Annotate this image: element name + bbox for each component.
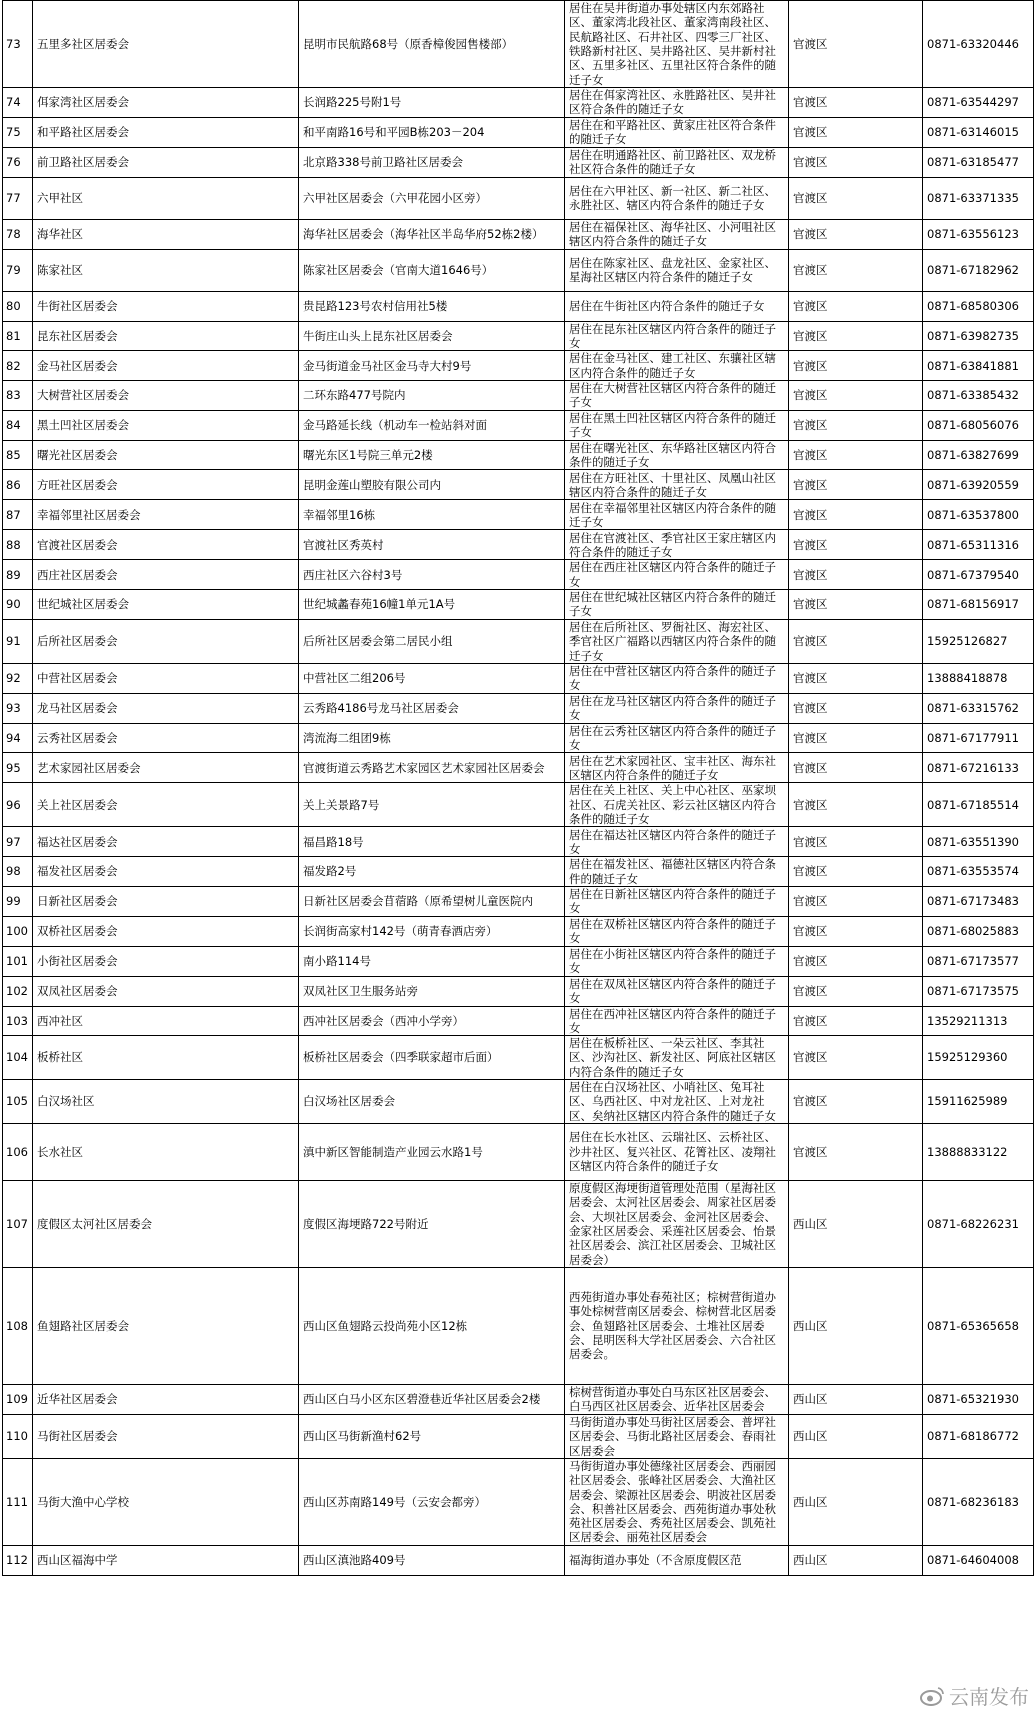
district: 官渡区 [789, 976, 923, 1006]
phone-number: 0871-67173577 [923, 946, 1034, 976]
service-scope: 马街街道办事处马街社区居委会、普坪社区居委会、马街北路社区居委会、春雨社区居委会 [565, 1414, 789, 1458]
address: 和平南路16号和平园B栋203－204 [299, 117, 565, 147]
address: 官渡街道云秀路艺术家园区艺术家园社区居委会 [299, 753, 565, 783]
table-row [3, 1545, 1034, 1575]
table-row [3, 1006, 1034, 1036]
service-scope: 居住在板桥社区、一朵云社区、李其社区、沙沟社区、新发社区、阿底社区辖区内符合条件的随迁子女 [565, 1036, 789, 1080]
address: 西山区苏南路149号（云安会都旁） [299, 1458, 565, 1545]
row-number: 93 [3, 693, 33, 723]
school-name: 马街社区居委会 [33, 1414, 299, 1458]
phone-number: 0871-63146015 [923, 117, 1034, 147]
table-row [3, 381, 1034, 411]
service-scope: 居住在六甲社区、新一社区、新二社区、永胜社区、辖区内符合条件的随迁子女 [565, 177, 789, 219]
phone-number: 0871-63551390 [923, 827, 1034, 857]
row-number: 90 [3, 589, 33, 619]
registration-table [2, 0, 1034, 1576]
address: 福发路2号 [299, 857, 565, 887]
district: 官渡区 [789, 351, 923, 381]
school-name: 和平路社区居委会 [33, 117, 299, 147]
district: 官渡区 [789, 886, 923, 916]
table-row [3, 753, 1034, 783]
address: 西冲社区居委会（西冲小学旁） [299, 1006, 565, 1036]
address: 云秀路4186号龙马社区居委会 [299, 693, 565, 723]
address: 六甲社区居委会（六甲花园小区旁） [299, 177, 565, 219]
phone-number: 0871-65321930 [923, 1384, 1034, 1414]
row-number: 109 [3, 1384, 33, 1414]
phone-number: 0871-65311316 [923, 530, 1034, 560]
phone-number: 0871-63920559 [923, 470, 1034, 500]
address: 海华社区居委会（海华社区半岛华府52栋2楼） [299, 219, 565, 249]
district: 官渡区 [789, 410, 923, 440]
service-scope: 居住在和平路社区、黄家庄社区符合条件的随迁子女 [565, 117, 789, 147]
district: 官渡区 [789, 946, 923, 976]
school-name: 双桥社区居委会 [33, 916, 299, 946]
row-number: 84 [3, 410, 33, 440]
school-name: 六甲社区 [33, 177, 299, 219]
table-row [3, 249, 1034, 291]
row-number: 92 [3, 663, 33, 693]
table-row [3, 530, 1034, 560]
address: 北京路338号前卫路社区居委会 [299, 147, 565, 177]
school-name: 前卫路社区居委会 [33, 147, 299, 177]
service-scope: 居住在龙马社区辖区内符合条件的随迁子女 [565, 693, 789, 723]
school-name: 曙光社区居委会 [33, 440, 299, 470]
table-row [3, 1267, 1034, 1384]
service-scope: 居住在关上社区、关上中心社区、巫家坝社区、石虎关社区、彩云社区辖区内符合条件的随迁子女 [565, 783, 789, 827]
phone-number: 0871-67173575 [923, 976, 1034, 1006]
table-row [3, 321, 1034, 351]
phone-number: 15925129360 [923, 1036, 1034, 1080]
district: 官渡区 [789, 783, 923, 827]
address: 曙光东区1号院三单元2楼 [299, 440, 565, 470]
table-row [3, 1458, 1034, 1545]
service-scope: 居住在小街社区辖区内符合条件的随迁子女 [565, 946, 789, 976]
table-row [3, 946, 1034, 976]
table-row [3, 1123, 1034, 1180]
service-scope: 居住在云秀社区辖区内符合条件的随迁子女 [565, 723, 789, 753]
weibo-watermark [919, 1681, 1029, 1710]
service-scope: 居住在中营社区辖区内符合条件的随迁子女 [565, 663, 789, 693]
phone-number: 0871-67216133 [923, 753, 1034, 783]
school-name: 关上社区居委会 [33, 783, 299, 827]
address: 南小路114号 [299, 946, 565, 976]
service-scope: 居住在世纪城社区辖区内符合条件的随迁子女 [565, 589, 789, 619]
address: 白汉场社区居委会 [299, 1080, 565, 1124]
table-body [3, 1, 1034, 1576]
phone-number: 0871-65365658 [923, 1267, 1034, 1384]
district: 官渡区 [789, 916, 923, 946]
phone-number: 0871-64604008 [923, 1545, 1034, 1575]
school-name: 黑土凹社区居委会 [33, 410, 299, 440]
school-name: 马街大渔中心学校 [33, 1458, 299, 1545]
phone-number: 0871-67182962 [923, 249, 1034, 291]
row-number: 91 [3, 619, 33, 663]
district: 官渡区 [789, 1080, 923, 1124]
row-number: 80 [3, 291, 33, 321]
row-number: 98 [3, 857, 33, 887]
row-number: 88 [3, 530, 33, 560]
school-name: 西山区福海中学 [33, 1545, 299, 1575]
school-name: 佴家湾社区居委会 [33, 88, 299, 118]
school-name: 西冲社区 [33, 1006, 299, 1036]
district: 官渡区 [789, 530, 923, 560]
table-row [3, 351, 1034, 381]
phone-number: 0871-68156917 [923, 589, 1034, 619]
address: 关上关景路7号 [299, 783, 565, 827]
row-number: 83 [3, 381, 33, 411]
phone-number: 0871-63385432 [923, 381, 1034, 411]
address: 西山区白马小区东区碧澄巷近华社区居委会2楼 [299, 1384, 565, 1414]
table-row [3, 783, 1034, 827]
service-scope: 福海街道办事处（不含原度假区范 [565, 1545, 789, 1575]
service-scope: 居住在曙光社区、东华路社区辖区内符合条件的随迁子女 [565, 440, 789, 470]
service-scope: 居住在艺术家园社区、宝丰社区、海东社区辖区内符合条件的随迁子女 [565, 753, 789, 783]
address: 滇中新区智能制造产业园云水路1号 [299, 1123, 565, 1180]
row-number: 78 [3, 219, 33, 249]
service-scope: 居住在后所社区、罗衙社区、海宏社区、季官社区广福路以西辖区内符合条件的随迁子女 [565, 619, 789, 663]
school-name: 海华社区 [33, 219, 299, 249]
service-scope: 居住在白汉场社区、小哨社区、兔耳社区、乌西社区、中对龙社区、上对龙社区、矣纳社区辖区内符合条件的随迁子女 [565, 1080, 789, 1124]
district: 西山区 [789, 1384, 923, 1414]
row-number: 101 [3, 946, 33, 976]
row-number: 96 [3, 783, 33, 827]
address: 官渡社区秀英村 [299, 530, 565, 560]
table-row [3, 147, 1034, 177]
phone-number: 0871-67177911 [923, 723, 1034, 753]
district: 官渡区 [789, 500, 923, 530]
address: 幸福邻里16栋 [299, 500, 565, 530]
row-number: 79 [3, 249, 33, 291]
row-number: 112 [3, 1545, 33, 1575]
phone-number: 0871-68056076 [923, 410, 1034, 440]
school-name: 官渡社区居委会 [33, 530, 299, 560]
phone-number: 0871-68226231 [923, 1180, 1034, 1267]
table-row [3, 723, 1034, 753]
phone-number: 0871-68236183 [923, 1458, 1034, 1545]
address: 牛街庄山头上昆东社区居委会 [299, 321, 565, 351]
row-number: 89 [3, 560, 33, 590]
school-name: 艺术家园社区居委会 [33, 753, 299, 783]
weibo-logo-icon [919, 1686, 945, 1706]
address: 双凤社区卫生服务站旁 [299, 976, 565, 1006]
district: 官渡区 [789, 857, 923, 887]
address: 昆明市民航路68号（原香樟俊园售楼部） [299, 1, 565, 88]
watermark-text: 云南发布 [949, 1685, 1029, 1709]
row-number: 99 [3, 886, 33, 916]
service-scope: 居住在双凤社区辖区内符合条件的随迁子女 [565, 976, 789, 1006]
table-row [3, 663, 1034, 693]
row-number: 85 [3, 440, 33, 470]
address: 中营社区二组206号 [299, 663, 565, 693]
district: 官渡区 [789, 249, 923, 291]
address: 金马路延长线（机动车一检站斜对面 [299, 410, 565, 440]
address: 西山区滇池路409号 [299, 1545, 565, 1575]
school-name: 长水社区 [33, 1123, 299, 1180]
school-name: 牛街社区居委会 [33, 291, 299, 321]
table-row [3, 1036, 1034, 1080]
address: 西山区马街新渔村62号 [299, 1414, 565, 1458]
district: 官渡区 [789, 589, 923, 619]
phone-number: 0871-63315762 [923, 693, 1034, 723]
table-row [3, 117, 1034, 147]
phone-number: 0871-68580306 [923, 291, 1034, 321]
table-row [3, 440, 1034, 470]
service-scope: 居住在长水社区、云瑞社区、云桥社区、沙井社区、复兴社区、花箐社区、凌翔社区辖区内符合条件的随迁子女 [565, 1123, 789, 1180]
service-scope: 居住在黑土凹社区辖区内符合条件的随迁子女 [565, 410, 789, 440]
row-number: 105 [3, 1080, 33, 1124]
school-name: 后所社区居委会 [33, 619, 299, 663]
district: 官渡区 [789, 321, 923, 351]
table-row [3, 857, 1034, 887]
district: 官渡区 [789, 1036, 923, 1080]
row-number: 86 [3, 470, 33, 500]
row-number: 107 [3, 1180, 33, 1267]
row-number: 74 [3, 88, 33, 118]
school-name: 板桥社区 [33, 1036, 299, 1080]
school-name: 世纪城社区居委会 [33, 589, 299, 619]
table-row [3, 470, 1034, 500]
service-scope: 居住在幸福邻里社区辖区内符合条件的随迁子女 [565, 500, 789, 530]
service-scope: 居住在陈家社区、盘龙社区、金家社区、星海社区辖区内符合条件的随迁子女 [565, 249, 789, 291]
address: 长润街高家村142号（萌青春酒店旁） [299, 916, 565, 946]
service-scope: 居住在福保社区、海华社区、小河咀社区辖区内符合条件的随迁子女 [565, 219, 789, 249]
service-scope: 居住在吴井街道办事处辖区内东郊路社区、董家湾北段社区、董家湾南段社区、民航路社区、石井社区、四零三厂社区、铁路新村社区、吴井路社区、吴井新村社区、五里多社区、五里社区符合条件的随迁子女 [565, 1, 789, 88]
row-number: 81 [3, 321, 33, 351]
school-name: 鱼翅路社区居委会 [33, 1267, 299, 1384]
address: 贵昆路123号农村信用社5楼 [299, 291, 565, 321]
school-name: 福发社区居委会 [33, 857, 299, 887]
school-name: 陈家社区 [33, 249, 299, 291]
table-row [3, 976, 1034, 1006]
district: 官渡区 [789, 117, 923, 147]
table-row [3, 1080, 1034, 1124]
row-number: 82 [3, 351, 33, 381]
service-scope: 居住在方旺社区、十里社区、凤凰山社区辖区内符合条件的随迁子女 [565, 470, 789, 500]
school-name: 金马社区居委会 [33, 351, 299, 381]
table-row [3, 827, 1034, 857]
phone-number: 0871-67173483 [923, 886, 1034, 916]
address: 度假区海埂路722号附近 [299, 1180, 565, 1267]
service-scope: 居住在双桥社区辖区内符合条件的随迁子女 [565, 916, 789, 946]
address: 二环东路477号院内 [299, 381, 565, 411]
service-scope: 居住在大树营社区辖区内符合条件的随迁子女 [565, 381, 789, 411]
address: 日新社区居委会苜蓿路（原希望树儿童医院内 [299, 886, 565, 916]
row-number: 75 [3, 117, 33, 147]
district: 官渡区 [789, 147, 923, 177]
service-scope: 原度假区海埂街道管理处范围（星海社区居委会、太河社区居委会、周家社区居委会、大坝社区居委会、金河社区居委会、金家社区居委会、采莲社区居委会、怡景社区居委会、滨江社区居委会、卫城社区居委会） [565, 1180, 789, 1267]
service-scope: 居住在金马社区、建工社区、东骧社区辖区内符合条件的随迁子女 [565, 351, 789, 381]
service-scope: 居住在日新社区辖区内符合条件的随迁子女 [565, 886, 789, 916]
school-name: 昆东社区居委会 [33, 321, 299, 351]
district: 官渡区 [789, 723, 923, 753]
service-scope: 西苑街道办事处春苑社区；棕树营街道办事处棕树营南区居委会、棕树营北区居委会、鱼翅路社区居委会、土堆社区居委会、昆明医科大学社区居委会、六合社区居委会。 [565, 1267, 789, 1384]
phone-number: 0871-68186772 [923, 1414, 1034, 1458]
district: 官渡区 [789, 381, 923, 411]
service-scope: 居住在官渡社区、季官社区王家庄辖区内符合条件的随迁子女 [565, 530, 789, 560]
district: 官渡区 [789, 1, 923, 88]
phone-number: 0871-63544297 [923, 88, 1034, 118]
address: 后所社区居委会第二居民小组 [299, 619, 565, 663]
row-number: 94 [3, 723, 33, 753]
phone-number: 0871-63320446 [923, 1, 1034, 88]
table-row [3, 410, 1034, 440]
row-number: 100 [3, 916, 33, 946]
service-scope: 棕树营街道办事处白马东区社区居委会、白马西区社区居委会、近华社区居委会 [565, 1384, 789, 1414]
row-number: 103 [3, 1006, 33, 1036]
school-name: 西庄社区居委会 [33, 560, 299, 590]
table-row [3, 500, 1034, 530]
phone-number: 0871-63982735 [923, 321, 1034, 351]
address: 西山区鱼翅路云投尚苑小区12栋 [299, 1267, 565, 1384]
district: 官渡区 [789, 440, 923, 470]
table-row [3, 1414, 1034, 1458]
row-number: 87 [3, 500, 33, 530]
district: 西山区 [789, 1414, 923, 1458]
address: 湾流海二组团9栋 [299, 723, 565, 753]
table-row [3, 1, 1034, 88]
school-name: 度假区太河社区居委会 [33, 1180, 299, 1267]
row-number: 97 [3, 827, 33, 857]
district: 官渡区 [789, 1006, 923, 1036]
address: 陈家社区居委会（官南大道1646号） [299, 249, 565, 291]
school-name: 龙马社区居委会 [33, 693, 299, 723]
table-row [3, 560, 1034, 590]
phone-number: 0871-63827699 [923, 440, 1034, 470]
table-row [3, 1384, 1034, 1414]
phone-number: 15925126827 [923, 619, 1034, 663]
row-number: 73 [3, 1, 33, 88]
address: 长润路225号附1号 [299, 88, 565, 118]
school-name: 福达社区居委会 [33, 827, 299, 857]
school-name: 小街社区居委会 [33, 946, 299, 976]
district: 官渡区 [789, 177, 923, 219]
phone-number: 15911625989 [923, 1080, 1034, 1124]
phone-number: 0871-63185477 [923, 147, 1034, 177]
address: 金马街道金马社区金马寺大村9号 [299, 351, 565, 381]
row-number: 111 [3, 1458, 33, 1545]
school-name: 幸福邻里社区居委会 [33, 500, 299, 530]
district: 官渡区 [789, 88, 923, 118]
table-row [3, 916, 1034, 946]
table-row [3, 693, 1034, 723]
phone-number: 13529211313 [923, 1006, 1034, 1036]
school-name: 日新社区居委会 [33, 886, 299, 916]
school-name: 近华社区居委会 [33, 1384, 299, 1414]
phone-number: 0871-63371335 [923, 177, 1034, 219]
service-scope: 居住在西冲社区辖区内符合条件的随迁子女 [565, 1006, 789, 1036]
address: 福昌路18号 [299, 827, 565, 857]
row-number: 76 [3, 147, 33, 177]
school-name: 方旺社区居委会 [33, 470, 299, 500]
service-scope: 居住在牛街社区内符合条件的随迁子女 [565, 291, 789, 321]
table-row [3, 219, 1034, 249]
district: 西山区 [789, 1458, 923, 1545]
school-name: 白汉场社区 [33, 1080, 299, 1124]
phone-number: 0871-63537800 [923, 500, 1034, 530]
district: 官渡区 [789, 693, 923, 723]
district: 官渡区 [789, 291, 923, 321]
school-name: 大树营社区居委会 [33, 381, 299, 411]
service-scope: 居住在明通路社区、前卫路社区、双龙桥社区符合条件的随迁子女 [565, 147, 789, 177]
school-name: 双凤社区居委会 [33, 976, 299, 1006]
phone-number: 0871-68025883 [923, 916, 1034, 946]
service-scope: 居住在西庄社区辖区内符合条件的随迁子女 [565, 560, 789, 590]
address: 西庄社区六谷村3号 [299, 560, 565, 590]
row-number: 106 [3, 1123, 33, 1180]
district: 官渡区 [789, 219, 923, 249]
district: 官渡区 [789, 663, 923, 693]
school-name: 中营社区居委会 [33, 663, 299, 693]
row-number: 110 [3, 1414, 33, 1458]
table-row [3, 177, 1034, 219]
table-row [3, 619, 1034, 663]
row-number: 77 [3, 177, 33, 219]
phone-number: 0871-67379540 [923, 560, 1034, 590]
service-scope: 居住在佴家湾社区、永胜路社区、吴井社区符合条件的随迁子女 [565, 88, 789, 118]
district: 官渡区 [789, 560, 923, 590]
phone-number: 13888833122 [923, 1123, 1034, 1180]
phone-number: 13888418878 [923, 663, 1034, 693]
district: 官渡区 [789, 1123, 923, 1180]
district: 官渡区 [789, 753, 923, 783]
row-number: 104 [3, 1036, 33, 1080]
district: 官渡区 [789, 470, 923, 500]
phone-number: 0871-67185514 [923, 783, 1034, 827]
district: 官渡区 [789, 619, 923, 663]
row-number: 102 [3, 976, 33, 1006]
district: 官渡区 [789, 827, 923, 857]
table-row [3, 886, 1034, 916]
district: 西山区 [789, 1180, 923, 1267]
district: 西山区 [789, 1267, 923, 1384]
service-scope: 居住在福发社区、福德社区辖区内符合条件的随迁子女 [565, 857, 789, 887]
address: 昆明金莲山塑胶有限公司内 [299, 470, 565, 500]
service-scope: 居住在福达社区辖区内符合条件的随迁子女 [565, 827, 789, 857]
table-row [3, 589, 1034, 619]
phone-number: 0871-63841881 [923, 351, 1034, 381]
service-scope: 居住在昆东社区辖区内符合条件的随迁子女 [565, 321, 789, 351]
school-name: 云秀社区居委会 [33, 723, 299, 753]
school-name: 五里多社区居委会 [33, 1, 299, 88]
district: 西山区 [789, 1545, 923, 1575]
address: 世纪城蠡春苑16幢1单元1A号 [299, 589, 565, 619]
row-number: 95 [3, 753, 33, 783]
table-row [3, 1180, 1034, 1267]
phone-number: 0871-63553574 [923, 857, 1034, 887]
row-number: 108 [3, 1267, 33, 1384]
phone-number: 0871-63556123 [923, 219, 1034, 249]
table-row [3, 88, 1034, 118]
table-row [3, 291, 1034, 321]
service-scope: 马街街道办事处德缘社区居委会、西丽园社区居委会、张峰社区居委会、大渔社区居委会、梁源社区居委会、明波社区居委会、积善社区居委会、西苑街道办事处秋苑社区居委会、秀苑社区居委会、凯苑社区居委会、丽苑社区居委会 [565, 1458, 789, 1545]
address: 板桥社区居委会（四季联家超市后面） [299, 1036, 565, 1080]
